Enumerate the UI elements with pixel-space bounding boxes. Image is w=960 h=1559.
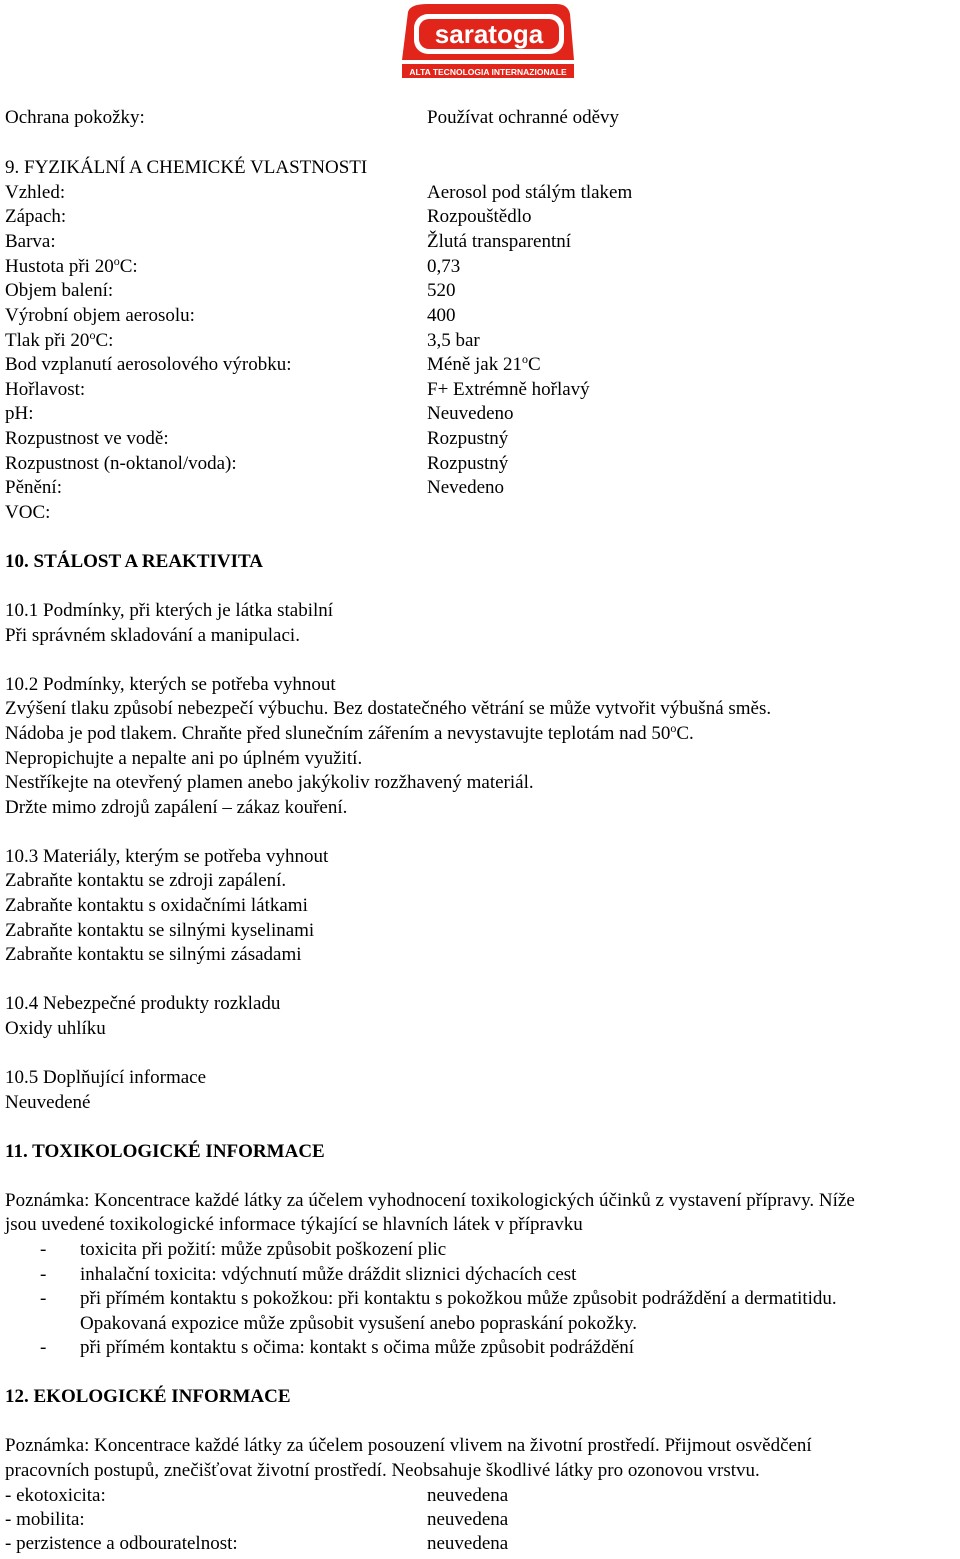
eco-label-mobility: - mobilita:	[5, 1509, 85, 1530]
section-12-note: Poznámka: Koncentrace každé látky za účelem posouzení vlivem na životní prostředí. Přijmout osvědčení	[5, 1435, 812, 1456]
prop-value-odor: Rozpouštědlo	[427, 206, 532, 227]
prop-label-flash-point: Bod vzplanutí aerosolového výrobku:	[5, 354, 292, 375]
prop-label-voc: VOC:	[5, 502, 51, 523]
section-12-heading: 12. EKOLOGICKÉ INFORMACE	[5, 1386, 291, 1407]
prop-label-foaming: Pěnění:	[5, 477, 62, 498]
subsection-10-3-line: Zabraňte kontaktu s oxidačními látkami	[5, 895, 308, 916]
prop-label-package-volume: Objem balení:	[5, 280, 114, 301]
eco-value-persistence: neuvedena	[427, 1533, 509, 1554]
prop-label-color: Barva:	[5, 231, 56, 252]
subsection-10-2-line: Nestříkejte na otevřený plamen anebo jakýkoliv rozžhavený materiál.	[5, 772, 534, 793]
bullet-item: toxicita při požití: může způsobit poškození plic	[80, 1239, 447, 1260]
prop-value-foaming: Nevedeno	[427, 477, 505, 498]
prop-value-appearance: Aerosol pod stálým tlakem	[427, 182, 633, 203]
subsection-10-3-line: Zabraňte kontaktu se silnými zásadami	[5, 944, 302, 965]
bullet-item: při přímém kontaktu s pokožkou: při kontaktu s pokožkou může způsobit podráždění a dermatitidu.	[80, 1288, 837, 1309]
prop-value-pressure: 3,5 bar	[427, 330, 480, 351]
section-11-note: Poznámka: Koncentrace každé látky za účelem vyhodnocení toxikologických účinků z vystavení přípravy. Níže	[5, 1190, 855, 1211]
prop-label-flammability: Hořlavost:	[5, 379, 86, 400]
prop-value-flammability: F+ Extrémně hořlavý	[427, 379, 590, 400]
bullet-item: inhalační toxicita: vdýchnutí může dráždit sliznici dýchacích cest	[80, 1264, 577, 1285]
bullet-dash: -	[40, 1264, 47, 1285]
subsection-10-1-title: 10.1 Podmínky, při kterých je látka stabilní	[5, 600, 334, 621]
prop-label-pressure: Tlak při 20$^o$C:	[5, 328, 114, 351]
eco-value-ecotoxicity: neuvedena	[427, 1485, 509, 1506]
subsection-10-2-line: Zvýšení tlaku způsobí nebezpečí výbuchu. Bez dostatečného větrání se může vytvořit výbušná směs.	[5, 698, 772, 719]
prop-label-octanol-solubility: Rozpustnost (n-oktanol/voda):	[5, 453, 237, 474]
prop-label-appearance: Vzhled:	[5, 182, 66, 203]
prop-value-ph: Neuvedeno	[427, 403, 514, 424]
prop-label-odor: Zápach:	[5, 206, 67, 227]
subsection-10-2-line: Nepropichujte a nepalte ani po úplném využití.	[5, 748, 363, 769]
subsection-10-2-title: 10.2 Podmínky, kterých se potřeba vyhnout	[5, 674, 336, 695]
prop-label-aerosol-volume: Výrobní objem aerosolu:	[5, 305, 195, 326]
eco-label-persistence: - perzistence a odbouratelnost:	[5, 1533, 238, 1554]
eco-value-mobility: neuvedena	[427, 1509, 509, 1530]
prop-value-package-volume: 520	[427, 280, 456, 301]
prop-value-aerosol-volume: 400	[427, 305, 456, 326]
subsection-10-3-title: 10.3 Materiály, kterým se potřeba vyhnout	[5, 846, 329, 867]
bullet-dash: -	[40, 1239, 47, 1260]
saratoga-logo	[388, 2, 590, 80]
subsection-10-4-text: Oxidy uhlíku	[5, 1018, 106, 1039]
bullet-item: při přímém kontaktu s očima: kontakt s očima může způsobit podráždění	[80, 1337, 635, 1358]
prop-label-water-solubility: Rozpustnost ve vodě:	[5, 428, 169, 449]
bullet-dash: -	[40, 1288, 47, 1309]
prop-value-density: 0,73	[427, 256, 461, 277]
logo-tagline: ALTA TECNOLOGIA INTERNAZIONALE	[409, 67, 567, 77]
eco-label-ecotoxicity: - ekotoxicita:	[5, 1485, 106, 1506]
section-11-heading: 11. TOXIKOLOGICKÉ INFORMACE	[5, 1141, 325, 1162]
subsection-10-1-text: Při správném skladování a manipulaci.	[5, 625, 300, 646]
section-9-heading: 9. FYZIKÁLNÍ A CHEMICKÉ VLASTNOSTI	[5, 157, 368, 178]
prop-value-flash-point: Méně jak 21$^o$C	[427, 352, 541, 375]
prop-value-octanol-solubility: Rozpustný	[427, 453, 509, 474]
section-11-note: jsou uvedené toxikologické informace týkající se hlavních látek v přípravku	[5, 1214, 583, 1235]
skin-protection-value: Používat ochranné oděvy	[427, 107, 620, 128]
prop-value-water-solubility: Rozpustný	[427, 428, 509, 449]
bullet-dash: -	[40, 1337, 47, 1358]
prop-label-density: Hustota při 20$^o$C:	[5, 254, 138, 277]
subsection-10-2-line: Nádoba je pod tlakem. Chraňte před slunečním zářením a nevystavujte teplotám nad 50$^o$C.	[5, 721, 694, 744]
section-12-note: pracovních postupů, znečišťovat životní prostředí. Neobsahuje škodlivé látky pro ozonovou vrstvu.	[5, 1460, 760, 1481]
section-10-heading: 10. STÁLOST A REAKTIVITA	[5, 551, 263, 572]
subsection-10-5-text: Neuvedené	[5, 1092, 91, 1113]
subsection-10-4-title: 10.4 Nebezpečné produkty rozkladu	[5, 993, 281, 1014]
bullet-item-continuation: Opakovaná expozice může způsobit vysušení anebo popraskání pokožky.	[80, 1313, 637, 1334]
subsection-10-3-line: Zabraňte kontaktu se zdroji zapálení.	[5, 870, 287, 891]
prop-label-ph: pH:	[5, 403, 34, 424]
subsection-10-2-line: Držte mimo zdrojů zapálení – zákaz kouření.	[5, 797, 348, 818]
subsection-10-5-title: 10.5 Doplňující informace	[5, 1067, 207, 1088]
skin-protection-label: Ochrana pokožky:	[5, 107, 145, 128]
subsection-10-3-line: Zabraňte kontaktu se silnými kyselinami	[5, 920, 315, 941]
prop-value-color: Žlutá transparentní	[427, 231, 572, 252]
logo-brand-text: saratoga	[434, 19, 544, 49]
